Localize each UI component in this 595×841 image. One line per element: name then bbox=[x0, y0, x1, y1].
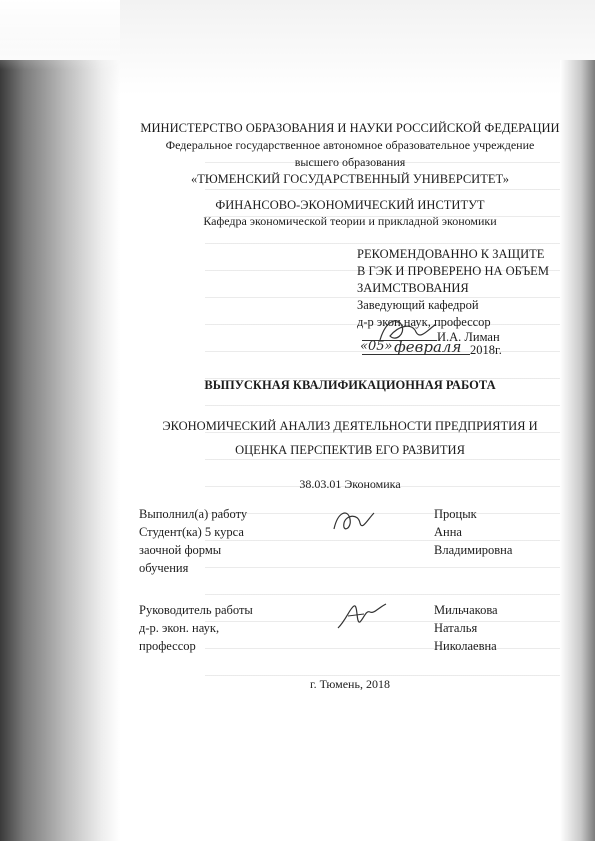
ministry-line: МИНИСТЕРСТВО ОБРАЗОВАНИЯ И НАУКИ РОССИЙСКОЙ ФЕДЕРАЦИИ bbox=[140, 121, 560, 135]
approval-line-1: РЕКОМЕНДОВАННО К ЗАЩИТЕ bbox=[357, 247, 545, 261]
topic-line-1: ЭКОНОМИЧЕСКИЙ АНАЛИЗ ДЕЯТЕЛЬНОСТИ ПРЕДПРИЯТИЯ И bbox=[162, 419, 538, 433]
university-name: «ТЮМЕНСКИЙ ГОСУДАРСТВЕННЫЙ УНИВЕРСИТЕТ» bbox=[190, 172, 510, 186]
supervisor-first-name: Наталья bbox=[434, 621, 478, 635]
head-degree: д-р экон.наук, профессор bbox=[357, 315, 491, 329]
topic-line-2: ОЦЕНКА ПЕРСПЕКТИВ ЕГО РАЗВИТИЯ bbox=[235, 443, 465, 457]
scan-binding-fade bbox=[0, 0, 120, 70]
scan-binding-shadow bbox=[0, 60, 120, 841]
institute-name: ФИНАНСОВО-ЭКОНОМИЧЕСКИЙ ИНСТИТУТ bbox=[215, 198, 485, 212]
date-month: февраля bbox=[394, 338, 462, 356]
supervisor-line-1: Руководитель работы bbox=[139, 603, 253, 617]
student-line-1: Выполнил(а) работу bbox=[139, 507, 248, 521]
student-line-3: заочной формы bbox=[139, 543, 222, 557]
approval-line-2: В ГЭК И ПРОВЕРЕНО НА ОБЪЕМ bbox=[357, 264, 549, 278]
approval-line-3: ЗАИМСТВОВАНИЯ bbox=[357, 281, 469, 295]
city-year: г. Тюмень, 2018 bbox=[310, 677, 390, 691]
date-day: «05» bbox=[360, 339, 393, 354]
student-line-4: обучения bbox=[139, 561, 189, 575]
student-first-name: Анна bbox=[434, 525, 462, 539]
supervisor-signature bbox=[334, 598, 390, 634]
federal-line-2: высшего образования bbox=[294, 155, 406, 169]
date-year: 2018г. bbox=[470, 343, 502, 357]
student-patronymic: Владимировна bbox=[434, 543, 513, 557]
supervisor-line-3: профессор bbox=[139, 639, 196, 653]
supervisor-line-2: д-р. экон. наук, bbox=[139, 621, 220, 635]
student-signature bbox=[328, 505, 378, 539]
department-name: Кафедра экономической теории и прикладной экономики bbox=[203, 214, 497, 228]
specialty-code: 38.03.01 Экономика bbox=[299, 477, 401, 491]
head-title: Заведующий кафедрой bbox=[357, 298, 479, 312]
supervisor-surname: Мильчакова bbox=[434, 603, 498, 617]
head-name: И.А. Лиман bbox=[437, 330, 500, 344]
student-surname: Процык bbox=[434, 507, 477, 521]
supervisor-patronymic: Николаевна bbox=[434, 639, 497, 653]
student-line-2: Студент(ка) 5 курса bbox=[139, 525, 244, 539]
work-type-heading: ВЫПУСКНАЯ КВАЛИФИКАЦИОННАЯ РАБОТА bbox=[204, 378, 496, 392]
federal-line-1: Федеральное государственное автономное образовательное учреждение bbox=[165, 138, 535, 152]
